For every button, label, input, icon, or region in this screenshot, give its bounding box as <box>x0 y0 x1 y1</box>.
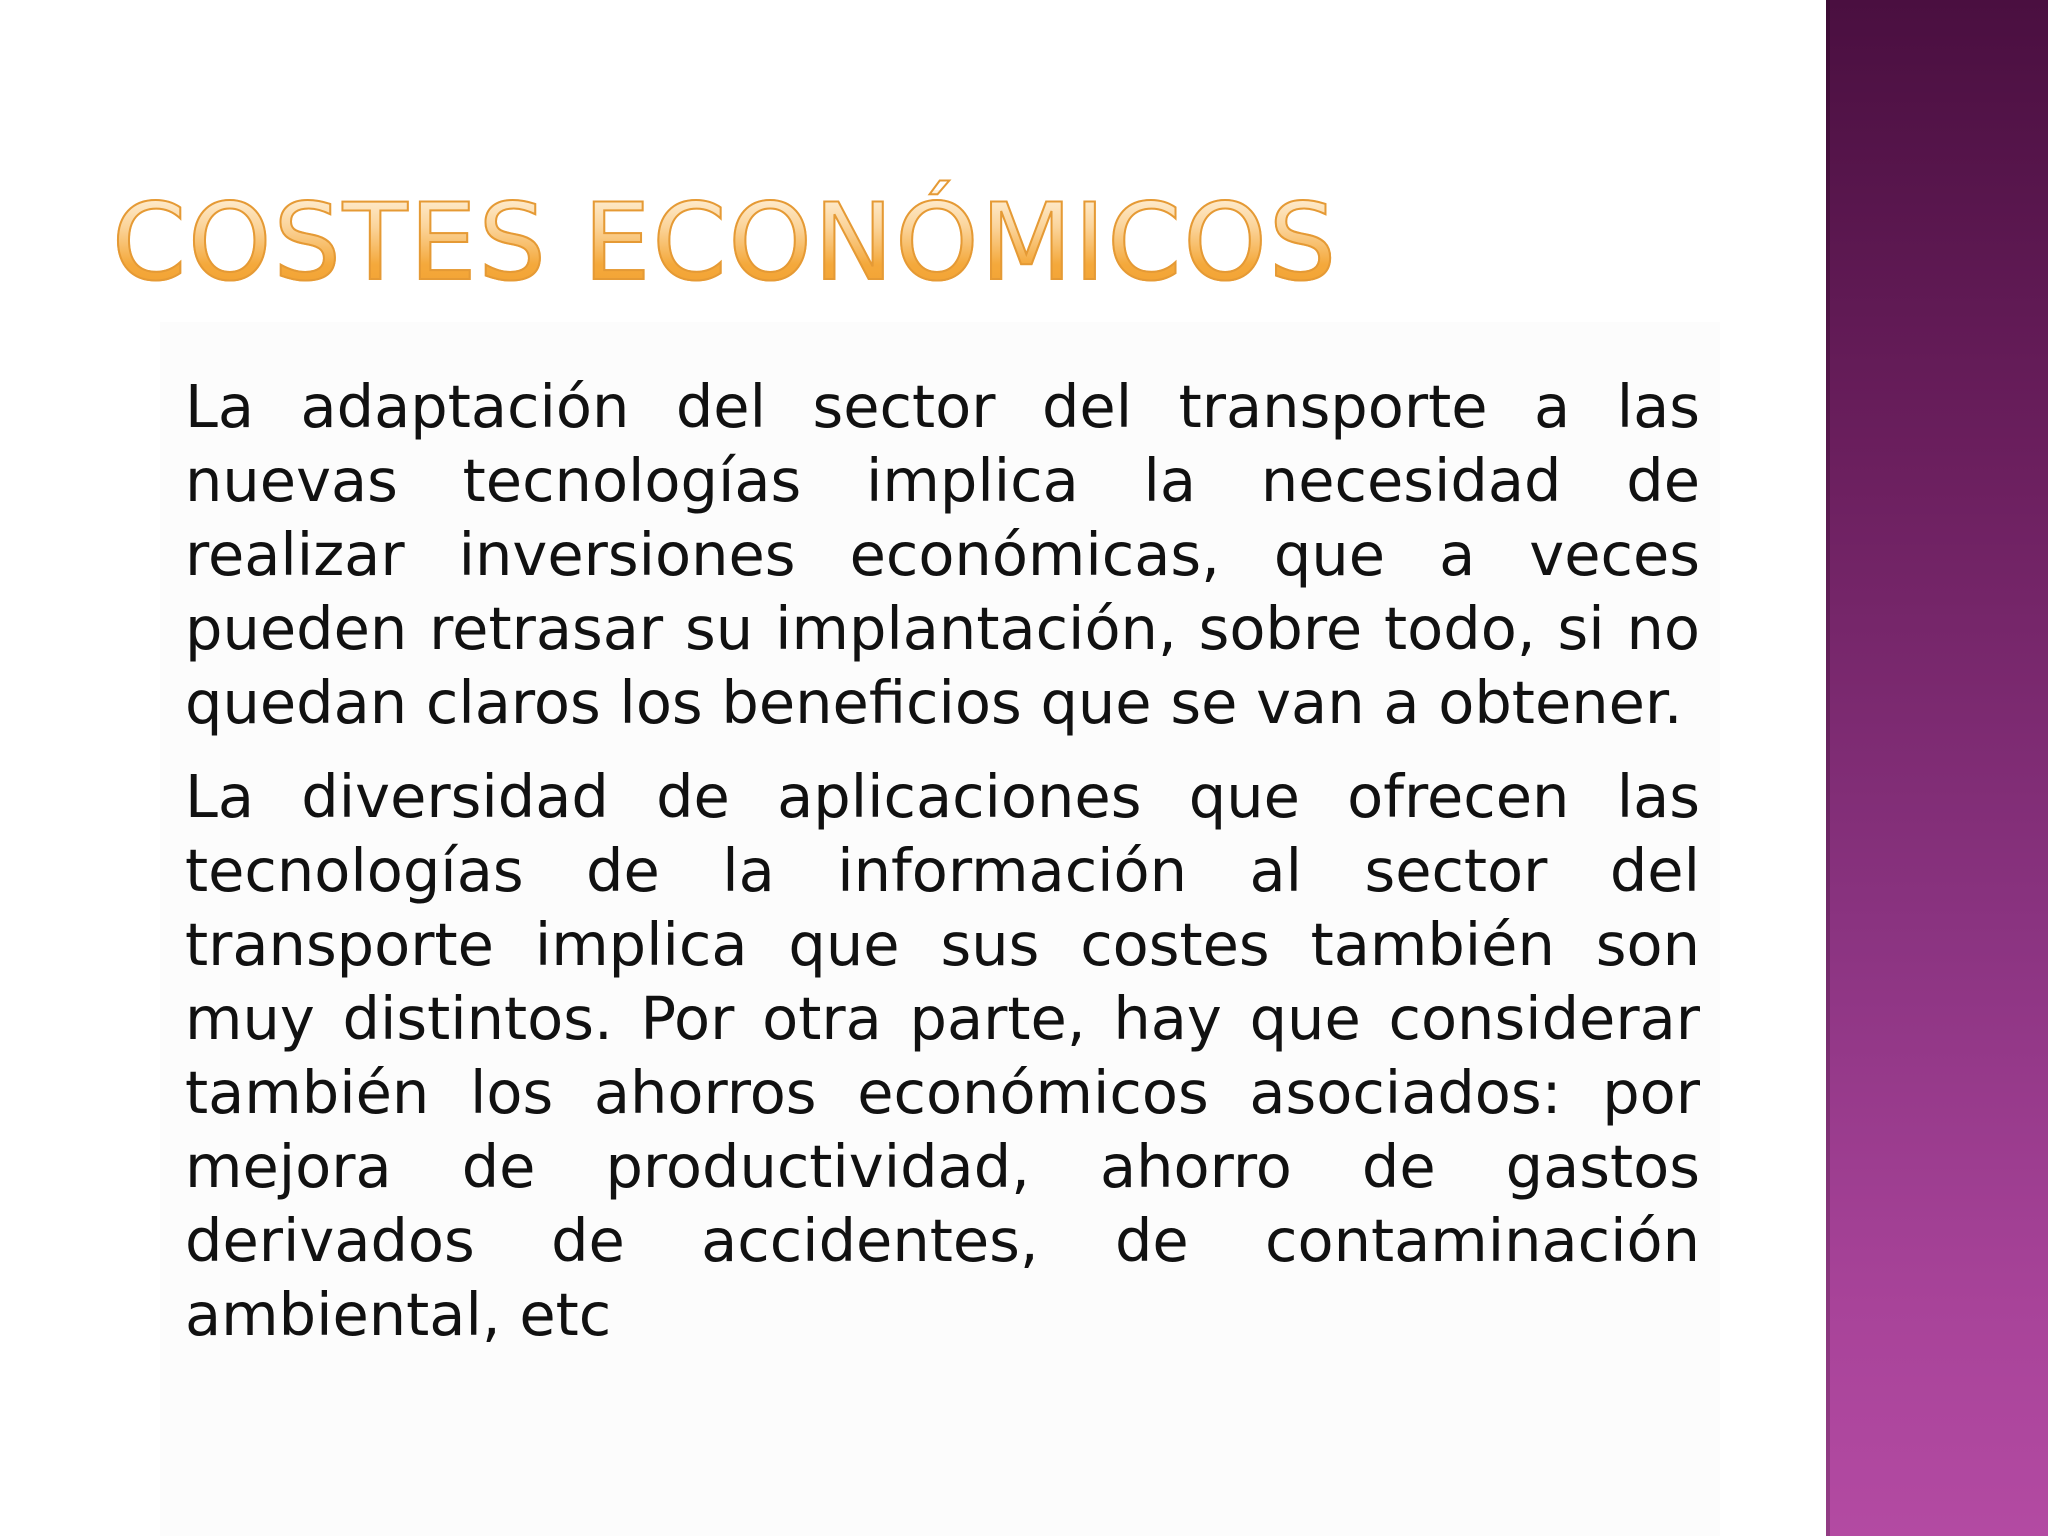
paragraph-2: La diversidad de aplicaciones que ofrecen las tecnologías de la información al sector del transporte implica que sus costes también son muy distintos. Por otra parte, hay que considerar también los ahorros económicos asociados: por mejora de productividad, ahorro de gastos derivados de accidentes, de contaminación ambiental, etc <box>185 762 1700 1349</box>
paragraph-1: La adaptación del sector del transporte a las nuevas tecnologías implica la necesidad de realizar inversiones económicas, que a veces pueden retrasar su implantación, sobre todo, si no quedan claros los beneficios que se van a obtener. <box>185 372 1700 737</box>
slide-title: COSTES ECONÓMICOS <box>112 181 1339 304</box>
body-text <box>185 370 1700 1372</box>
side-band-edge <box>1826 0 1830 1536</box>
decorative-side-band <box>1826 0 2048 1536</box>
